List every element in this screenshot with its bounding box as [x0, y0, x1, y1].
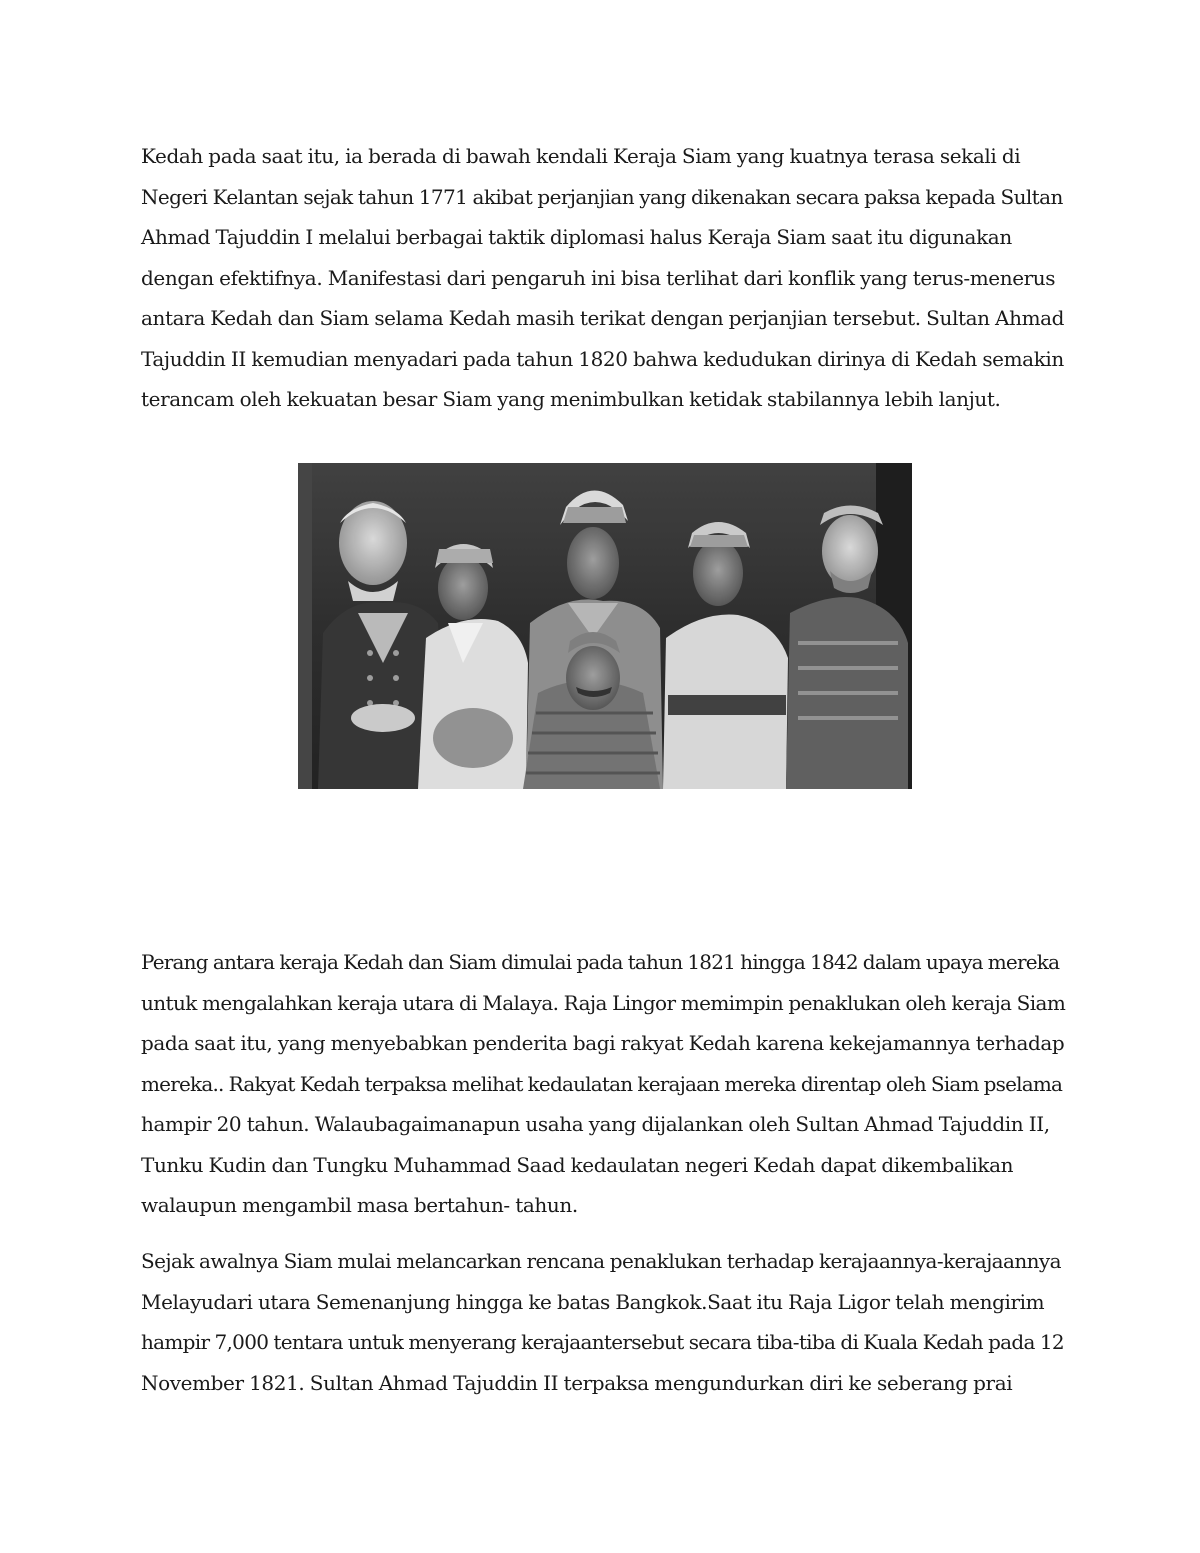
paragraph-line: Sejak awalnya Siam mulai melancarkan rencana penaklukan terhadap kerajaannya-kerajaannya — [141, 1249, 1061, 1273]
paragraph-line: hampir 20 tahun. Walaubagaimanapun usaha yang dijalankan oleh Sultan Ahmad Tajuddin II, — [141, 1112, 1050, 1136]
paragraph-line: antara Kedah dan Siam selama Kedah masih terikat dengan perjanjian tersebut. Sultan Ahmad — [141, 306, 1065, 330]
paragraph-line: Negeri Kelantan sejak tahun 1771 akibat perjanjian yang dikenakan secara paksa kepada Sultan — [141, 184, 1063, 209]
paragraph-line: hampir 7,000 tentara untuk menyerang kerajaantersebut secara tiba-tiba di Kuala Kedah pada 12 — [141, 1330, 1064, 1354]
paragraph-line: Melayudari utara Semenanjung hingga ke batas Bangkok.Saat itu Raja Ligor telah mengirim — [141, 1289, 1045, 1314]
paragraph-line: Tunku Kudin dan Tungku Muhammad Saad kedaulatan negeri Kedah dapat dikembalikan — [141, 1152, 1014, 1177]
paragraph-line: walaupun mengambil masa bertahun- tahun. — [141, 1193, 578, 1217]
paragraph-2 — [141, 942, 1066, 1226]
group-photo-illustration — [298, 463, 912, 789]
historical-group-photo — [298, 463, 912, 789]
paragraph-line: November 1821. Sultan Ahmad Tajuddin II terpaksa mengundurkan diri ke seberang prai — [141, 1370, 1013, 1395]
paragraph-line: Tajuddin II kemudian menyadari pada tahun 1820 bahwa kedudukan dirinya di Kedah semakin — [141, 346, 1064, 371]
paragraph-line: untuk mengalahkan keraja utara di Malaya. Raja Lingor memimpin penaklukan oleh keraja Siam — [141, 990, 1066, 1015]
paragraph-line: Ahmad Tajuddin I melalui berbagai taktik diplomasi halus Keraja Siam saat itu digunakan — [141, 225, 1012, 249]
paragraph-line: pada saat itu, yang menyebabkan penderita bagi rakyat Kedah karena kekejamannya terhadap — [141, 1031, 1065, 1055]
paragraph-line: Kedah pada saat itu, ia berada di bawah kendali Keraja Siam yang kuatnya terasa sekali di — [141, 144, 1021, 168]
paragraph-3 — [141, 1241, 1066, 1403]
paragraph-line: terancam oleh kekuatan besar Siam yang menimbulkan ketidak stabilannya lebih lanjut. — [141, 387, 1001, 411]
paragraph-line: Perang antara keraja Kedah dan Siam dimulai pada tahun 1821 hingga 1842 dalam upaya mereka — [141, 950, 1060, 974]
paragraph-line: dengan efektifnya. Manifestasi dari pengaruh ini bisa terlihat dari konflik yang terus-menerus — [141, 265, 1056, 290]
paragraph-line: mereka.. Rakyat Kedah terpaksa melihat kedaulatan kerajaan mereka direntap oleh Siam pselama — [141, 1071, 1063, 1096]
paragraph-1 — [141, 136, 1066, 420]
